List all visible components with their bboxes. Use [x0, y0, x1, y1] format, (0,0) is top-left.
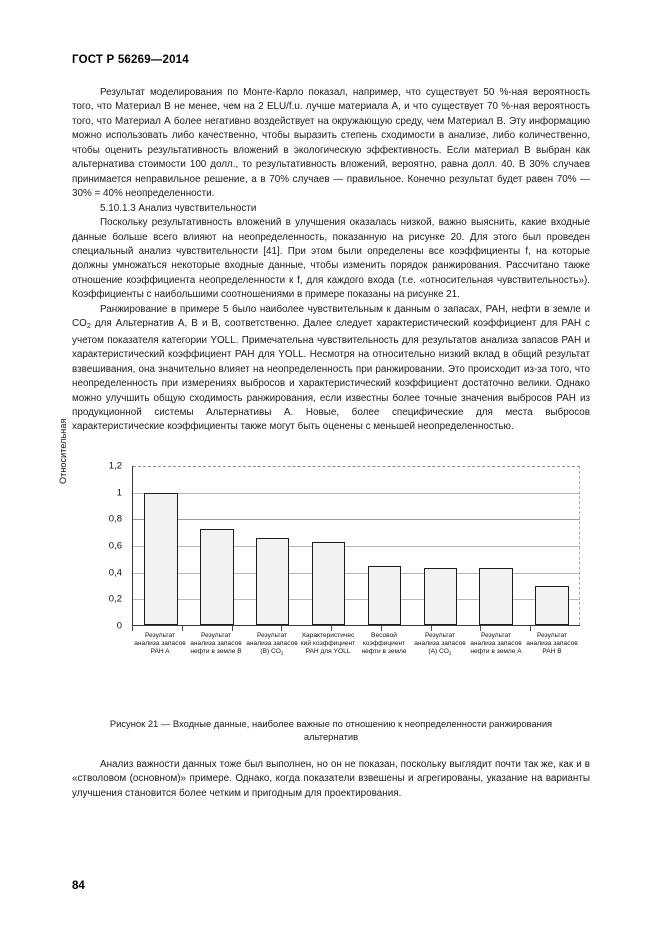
chart-plot-area: [132, 466, 580, 626]
bar-slot: [133, 465, 189, 625]
bar-slot: [524, 465, 580, 625]
x-axis-tick: [381, 626, 431, 631]
chart-bar: [144, 493, 178, 625]
paragraph-3: Поскольку результативность вложений в улучшения оказалась низкой, важно выяснить, какие входные данные больше всего влияют на неопределенность, показанную на рисунке 20. Для этого был проведен специальный анализ чувствительности [41]. При этом были определены все коэффициенты f, на которые должны умножаться некоторые входные данные, чтобы изменить порядок ранжирования. Рассчитано также отношение коэффициента неопределенности к f, для каждого входа (т.е. «относительная чувствительность»). Коэффициенты с наибольшими соотношениями в примере показаны на рисунке 21.: [72, 217, 590, 301]
x-axis-tick: [182, 626, 232, 631]
y-axis-tick-label: 0,4: [108, 567, 122, 579]
x-axis-ticks: [132, 626, 580, 631]
x-axis-tick: [331, 626, 381, 631]
bar-slot: [412, 465, 468, 625]
chart-bar: [424, 568, 458, 625]
x-axis-tick: [480, 626, 530, 631]
chart-bar: [312, 542, 346, 625]
bar-slot: [301, 465, 357, 625]
bar-series: [133, 465, 580, 625]
chart-bar: [479, 568, 513, 625]
y-axis-tick-label: 0,8: [108, 513, 122, 525]
bar-chart: [58, 418, 590, 711]
bar-slot: [357, 465, 413, 625]
section-heading-5-10-1-3: 5.10.1.3 Анализ чувствительности: [100, 202, 257, 214]
y-axis-tick-label: 1,2: [108, 460, 122, 472]
body-text-lower: [72, 758, 590, 801]
x-axis-category-label: Результат анализа запасов PAH A: [134, 632, 186, 656]
x-axis-category-label: Весовой коэффициент нефти в земле: [361, 632, 407, 656]
x-axis-category-label: Результат анализа запасов PAH B: [526, 632, 578, 656]
chart-bar: [535, 586, 569, 625]
y-axis-tick-label: 1: [116, 487, 122, 499]
figure-21: [58, 418, 590, 743]
paragraph-4: Ранжирование в примере 5 было наиболее чувствительным к данным о запасах, PAH, нефти в земле и $CO_2$ для Альтернатив А, В и В, соответственно. Далее следует характеристический коэффициент для PAH с учетом показателя категории YOLL. Примечательна чувствительность для результатов анализа запасов PAH и характеристический коэффициент PAH для YOLL. Несмотря на относительно низкий вклад в общий результат взвешивания, она значительно влияет на неопределенность при ранжировании. Это происходит из-за того, что неопределенность при измерениях выбросов и характеристический коэффициент достаточно велики. Однако можно улучшить общую сходимость ранжирования, если известны более точные значения выбросов PAH из продукционной системы Альтернативы А. Новые, более специфические для места выбросов характеристические коэффициенты также могут быть оценены с меньшей неопределенностью.: [72, 303, 590, 433]
chart-bar: [368, 566, 402, 625]
y-axis-title: Относительная: [58, 418, 68, 484]
x-axis-category-labels: [132, 632, 580, 659]
chart-bar: [200, 529, 234, 625]
x-axis-tick: [232, 626, 282, 631]
chart-bar: [256, 538, 290, 625]
body-text-upper: [72, 86, 590, 435]
x-axis-category-label: Результат анализа запасов нефти в земле B: [190, 632, 242, 656]
x-axis-tick: [530, 626, 580, 631]
page-header-standard-id: ГОСТ Р 56269—2014: [72, 54, 189, 66]
paragraph-1: Результат моделирования по Монте-Карло показал, например, что существует 50 %-ная вероятность того, что Материал В не менее, чем на 2 ELU/f.u. лучше материала А, и что существует 70 %-ная вероятность того, что Материал А более негативно воздействует на окружающую среду, чем Материал В. Эту информацию можно использовать либо качественно, чтобы выразить степень сходимости в анализе, либо количественно, чтобы оценить результативность вложений в экологическую эффективность. Если материал В выбран как альтернатива стоимости 100 долл., то результативность вложений, вероятно, равна долл. 40. В 30% случаев принимается неправильное решение, а в 70% случаев — правильное. Конечно результат будет равен 70% — 30% = 40% неопределенности.: [72, 87, 590, 200]
x-axis-tick: [281, 626, 331, 631]
y-axis-tick-label: 0,2: [108, 593, 122, 605]
paragraph-5: Анализ важности данных тоже был выполнен, но он не показан, поскольку выглядит почти так же, как и в «стволовом (основном)» примере. Однако, когда показатели взвешены и агрегированы, указание на варианты улучшения становится более четким и пригодным для проектирования.: [72, 759, 590, 799]
x-axis-category-label: Результат анализа запасов нефти в земле A: [470, 632, 522, 656]
x-axis-tick: [431, 626, 481, 631]
x-axis-category-label: Характеристический коэффициент PAH для YOLL: [300, 632, 356, 656]
y-axis-tick-labels: [72, 460, 130, 632]
bar-slot: [468, 465, 524, 625]
figure-caption: Рисунок 21 — Входные данные, наиболее важные по отношению к неопределенности ранжирования альтернатив: [109, 718, 553, 742]
bar-slot: [189, 465, 245, 625]
x-axis-category-label: Результат анализа запасов (А) $CO_2$: [414, 632, 466, 657]
y-axis-tick-label: 0: [116, 620, 122, 632]
page-number: 84: [72, 880, 85, 892]
y-axis-tick-label: 0,6: [108, 540, 122, 552]
x-axis-category-label: Результат анализа запасов (В) $CO_2$: [246, 632, 298, 657]
bar-slot: [245, 465, 301, 625]
x-axis-tick: [132, 626, 182, 631]
